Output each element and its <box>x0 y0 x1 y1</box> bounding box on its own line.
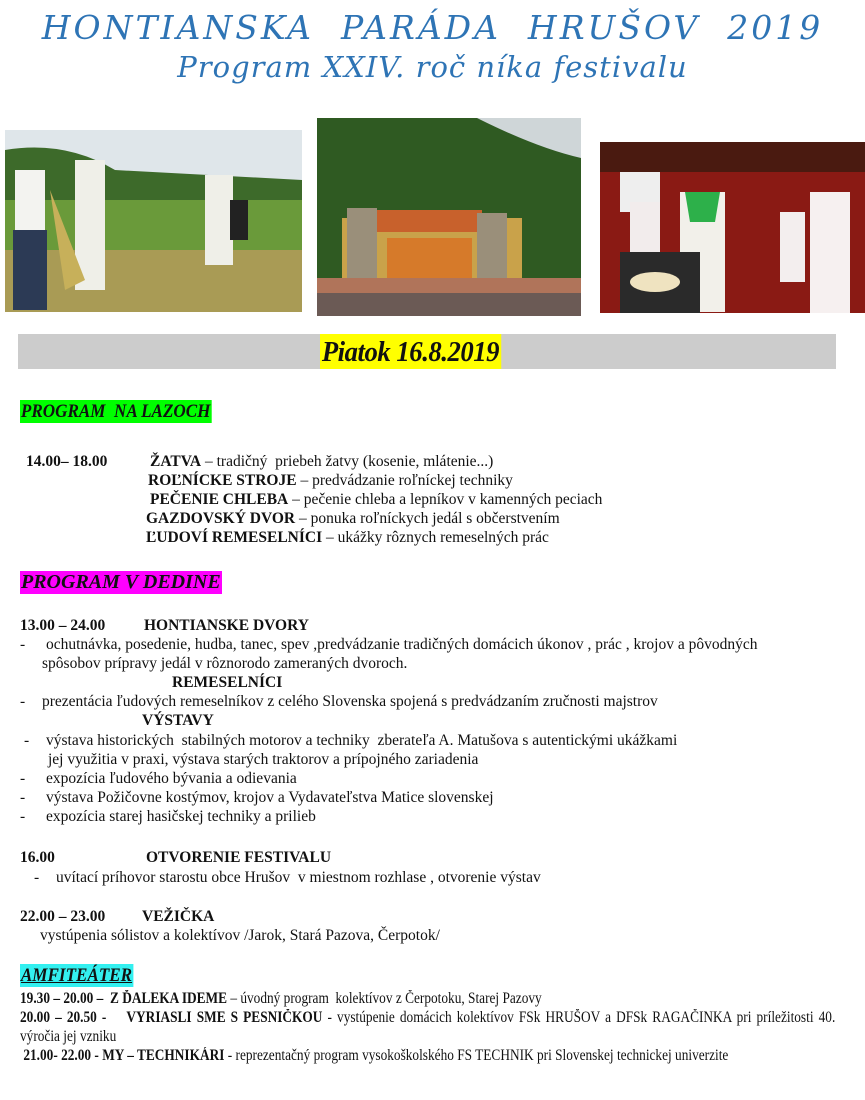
dvory-title: HONTIANSKE DVORY <box>144 617 309 634</box>
bullet-mark: - <box>20 789 26 806</box>
vezicka-time: 22.00 – 23.00 <box>20 908 106 925</box>
vystavy-item: expozícia ľudového bývania a odievania <box>46 770 297 787</box>
vystavy-item-cont: jej využitia v praxi, výstava starých traktorov a prípojného zariadenia <box>48 751 479 768</box>
item-desc: - vystúpenie domácich kolektívov FSk HRUŠOV a DFSk RAGAČINKA pri príležitosti 40. výročia jej vzniku <box>20 1009 836 1045</box>
day-label: Piatok 16.8.2019 <box>321 336 500 368</box>
item-lead: 19.30 – 20.00 – Z ĎALEKA IDEME <box>20 990 228 1007</box>
item-desc: – tradičný priebeh žatvy (kosenie, mlátenie...) <box>201 453 494 470</box>
item-name: ĽUDOVÍ REMESELNÍCI <box>146 529 323 546</box>
item-desc: - reprezentačný program vysokoškolského FS TECHNIK pri Slovenskej technickej univerzite <box>224 1047 729 1064</box>
dvory-time: 13.00 – 24.00 <box>20 617 106 634</box>
otvorenie-time: 16.00 <box>20 849 55 866</box>
bullet-mark: - <box>20 808 26 825</box>
amphitheatre-photo <box>317 118 581 316</box>
dvory-desc-line2: spôsobov prípravy jedál v rôznorodo zameraných dvoroch. <box>42 655 408 672</box>
section-title-amfiteater: AMFITEÁTER <box>20 965 133 986</box>
lazoch-item <box>150 452 493 471</box>
lazoch-item <box>150 490 602 509</box>
amfiteater-item <box>20 1008 835 1046</box>
item-desc: – predvádzanie roľníckej techniky <box>296 472 513 489</box>
bullet-mark: - <box>20 770 26 787</box>
vystavy-item: výstava historických stabilných motorov a techniky zberateľa A. Matušova s autentickými ukážkami <box>46 732 678 749</box>
festival-subtitle: Program XXIV. roč níka festivalu <box>177 50 688 84</box>
vezicka-title: VEŽIČKA <box>142 908 215 925</box>
bullet-mark: - <box>34 869 40 886</box>
item-desc: – ukážky rôznych remeselných prác <box>322 529 549 546</box>
lazoch-item <box>146 509 560 528</box>
item-lead: 20.00 – 20.50 - VYRIASLI SME S PESNIČKOU <box>20 1009 323 1026</box>
item-name: ROĽNÍCKE STROJE <box>148 472 297 489</box>
otvorenie-desc: uvítací príhovor starostu obce Hrušov v miestnom rozhlase , otvorenie výstav <box>56 869 541 886</box>
section-title-dedine: PROGRAM V DEDINE <box>21 571 221 593</box>
amfiteater-item <box>20 1046 835 1065</box>
item-desc: – ponuka roľníckych jedál s občerstvením <box>295 510 560 527</box>
festival-title: HONTIANSKA PARÁDA HRUŠOV 2019 <box>41 8 824 47</box>
bullet-mark: - <box>20 636 26 653</box>
bullet-mark: - <box>20 693 26 710</box>
harvest-photo <box>5 130 302 312</box>
vystavy-item: výstava Požičovne kostýmov, krojov a Vydavateľstva Matice slovenskej <box>46 789 494 806</box>
amfiteater-item <box>20 989 846 1008</box>
item-name: ŽATVA <box>150 453 202 470</box>
vystavy-title: VÝSTAVY <box>142 712 214 729</box>
bullet-mark: - <box>24 732 30 749</box>
dvory-desc-line1: ochutnávka, posedenie, hudba, tanec, spev ,predvádzanie tradičných domácich úkonov , prác , krojov a pôvodných <box>46 636 758 653</box>
lazoch-time: 14.00– 18.00 <box>26 453 108 470</box>
lazoch-item <box>148 471 513 490</box>
item-lead: 21.00- 22.00 - MY – TECHNIKÁRI <box>20 1047 225 1064</box>
section-title-lazoch: PROGRAM NA LAZOCH <box>20 401 211 422</box>
remeselnici-title: REMESELNÍCI <box>172 674 283 691</box>
item-desc: – pečenie chleba a lepníkov v kamenných peciach <box>288 491 603 508</box>
remeselnici-desc: prezentácia ľudových remeselníkov z celého Slovenska spojená s predvádzaním zručnosti majstrov <box>42 693 658 710</box>
baking-photo <box>600 142 865 313</box>
item-name: PEČENIE CHLEBA <box>150 491 289 508</box>
item-desc: – úvodný program kolektívov z Čerpotoku, Starej Pazovy <box>227 990 542 1007</box>
otvorenie-title: OTVORENIE FESTIVALU <box>146 849 332 866</box>
vystavy-item: expozícia starej hasičskej techniky a prilieb <box>46 808 316 825</box>
vezicka-desc: vystúpenia sólistov a kolektívov /Jarok, Stará Pazova, Čerpotok/ <box>40 927 440 944</box>
item-name: GAZDOVSKÝ DVOR <box>146 510 296 527</box>
lazoch-item <box>146 528 549 547</box>
